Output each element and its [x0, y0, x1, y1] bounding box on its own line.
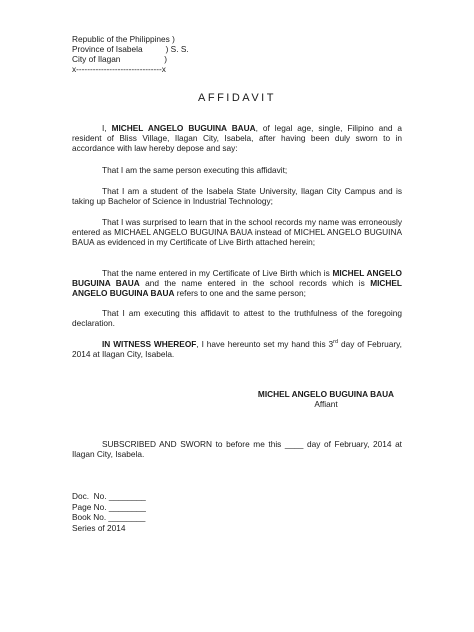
paragraph-student: That I am a student of the Isabela State University, Ilagan City Campus and is taking up Bachelor of Science in Industrial Technology;: [72, 186, 402, 207]
paragraph-erroneous-entry: That I was surprised to learn that in the school records my name was erroneously entered as MICHAEL ANGELO BUGUINA BAUA instead of MICHEL ANGELO BUGUINA BAUA as evidenced in my Certificate of Live Birth attached herein;: [72, 217, 402, 248]
book-number: Book No. ________: [72, 512, 146, 522]
affiant-signature-block: [246, 389, 406, 409]
affiant-label: Affiant: [314, 399, 338, 410]
paragraph-same-person: That I am the same person executing this affidavit;: [102, 165, 288, 175]
paragraph-same-name: [72, 268, 402, 298]
affiant-name-inline: MICHEL ANGELO BUGUINA BAUA: [111, 123, 256, 133]
venue-line-republic: Republic of the Philippines ): [72, 34, 175, 44]
page-number: Page No. ________: [72, 501, 146, 512]
venue-line-separator: x-------------------------------x: [72, 64, 166, 74]
document-title: AFFIDAVIT: [198, 92, 276, 104]
doc-number: Doc. No. ________: [72, 491, 146, 501]
p4-name-2: MICHEL ANGELO BUGUINA BAUA: [72, 278, 402, 299]
series-year: Series of 2014: [72, 522, 126, 533]
paragraph-witness: [72, 339, 402, 359]
venue-line-province: Province of Isabela ) S. S.: [72, 44, 189, 54]
witness-superscript: rd: [333, 339, 339, 346]
paragraph-attest: That I am executing this affidavit to attest to the truthfulness of the foregoing declaration.: [72, 308, 402, 329]
notarial-register: [72, 491, 146, 533]
p4-text-a: That the name entered in my Certificate of Live Birth which is: [102, 268, 333, 278]
venue-block: [72, 34, 189, 74]
p4-text-b: and the name entered in the school records which is: [139, 278, 371, 289]
jurat-paragraph: SUBSCRIBED AND SWORN to before me this ____ day of February, 2014 at Ilagan City, Isabela.: [72, 439, 402, 460]
witness-heading: IN WITNESS WHEREOF: [102, 339, 197, 349]
p4-name-1: MICHEL ANGELO BUGUINA BAUA: [72, 268, 402, 289]
p4-text-c: refers to one and the same person;: [174, 288, 306, 299]
intro-paragraph: [72, 123, 402, 153]
intro-pre: I,: [102, 123, 112, 133]
venue-line-city: City of Ilagan ): [72, 54, 167, 64]
witness-text-a: , I have hereunto set my hand this 3: [196, 339, 334, 349]
witness-text-b: day of February, 2014 at Ilagan City, Isabela.: [72, 339, 402, 360]
intro-post: , of legal age, single, Filipino and a resident of Bliss Village, Ilagan City, Isabela, after having been duly sworn to in accordance with law hereby depose and say:: [72, 123, 402, 154]
affiant-name: MICHEL ANGELO BUGUINA BAUA: [257, 389, 395, 399]
